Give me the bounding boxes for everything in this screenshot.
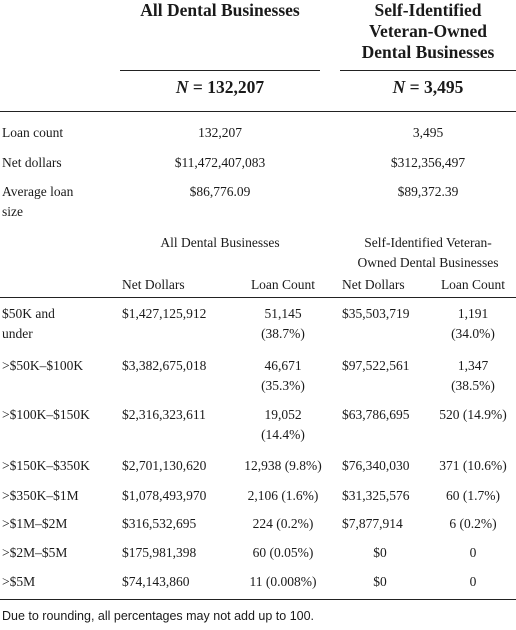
n-count-veteran: N = 3,495: [392, 77, 464, 97]
summary-label-average-loan: Average loan size: [2, 184, 74, 219]
detail-vet-dollars: $97,522,561: [342, 358, 410, 373]
detail-all-count: 224 (0.2%): [252, 516, 314, 531]
detail-label: >$1M–$2M: [2, 516, 68, 531]
subheader-net-dollars-vet: Net Dollars: [342, 277, 405, 292]
summary-all-loan-count: 132,207: [198, 125, 242, 140]
detail-all-dollars: $316,532,695: [122, 516, 197, 531]
detail-vet-count: 371 (10.6%): [439, 458, 507, 473]
detail-all-dollars: $175,981,398: [122, 545, 197, 560]
detail-vet-count: 520 (14.9%): [439, 407, 507, 422]
detail-vet-count: 0: [469, 545, 477, 560]
column-header-all-dental: All Dental Businesses: [140, 0, 300, 20]
summary-vet-average-loan: $89,372.39: [397, 184, 459, 199]
subheader-loan-count-all: Loan Count: [250, 277, 316, 292]
detail-all-dollars: $1,078,493,970: [122, 488, 207, 503]
detail-all-count: 46,671 (35.3%): [261, 358, 305, 393]
footnote: Due to rounding, all percentages may not add up to 100.: [2, 609, 315, 623]
detail-vet-dollars: $63,786,695: [342, 407, 410, 422]
subheader-rule: [0, 297, 516, 298]
subheader-loan-count-vet: Loan Count: [440, 277, 506, 292]
column-header-veteran-dental: Self-Identified Veteran-Owned Dental Businesses: [361, 0, 495, 62]
table-bottom-rule: [0, 599, 516, 600]
subheader-net-dollars-all: Net Dollars: [122, 277, 185, 292]
summary-label-net-dollars: Net dollars: [2, 155, 62, 170]
detail-vet-count: 1,347 (38.5%): [451, 358, 495, 393]
detail-all-dollars: $74,143,860: [122, 574, 190, 589]
detail-vet-dollars: $35,503,719: [342, 306, 410, 321]
summary-vet-net-dollars: $312,356,497: [390, 155, 466, 170]
summary-all-net-dollars: $11,472,407,083: [174, 155, 266, 170]
detail-label: >$150K–$350K: [2, 458, 90, 473]
detail-all-count: 60 (0.05%): [252, 545, 314, 560]
n-count-all: N = 132,207: [175, 77, 265, 97]
detail-vet-dollars: $31,325,576: [342, 488, 410, 503]
summary-all-average-loan: $86,776.09: [189, 184, 251, 199]
detail-label: >$50K–$100K: [2, 358, 84, 373]
detail-vet-dollars: $7,877,914: [342, 516, 403, 531]
detail-vet-dollars: $0: [373, 574, 387, 589]
detail-label: >$2M–$5M: [2, 545, 68, 560]
subheader-veteran-dental: Self-Identified Veteran- Owned Dental Businesses: [357, 235, 499, 270]
detail-all-dollars: $3,382,675,018: [122, 358, 207, 373]
detail-vet-count: 6 (0.2%): [449, 516, 497, 531]
detail-all-count: 2,106 (1.6%): [247, 488, 319, 503]
detail-vet-count: 60 (1.7%): [446, 488, 500, 503]
summary-label-loan-count: Loan count: [2, 125, 64, 140]
detail-vet-dollars: $0: [373, 545, 387, 560]
detail-all-dollars: $2,701,130,620: [122, 458, 207, 473]
detail-all-dollars: $1,427,125,912: [122, 306, 207, 321]
detail-all-dollars: $2,316,323,611: [122, 407, 206, 422]
header-underline-2: [340, 70, 516, 71]
header-bottom-rule: [0, 111, 516, 112]
subheader-all-dental: All Dental Businesses: [160, 235, 280, 250]
detail-all-count: 12,938 (9.8%): [244, 458, 322, 473]
detail-vet-count: 0: [469, 574, 477, 589]
detail-label: >$350K–$1M: [2, 488, 79, 503]
detail-label: >$5M: [2, 574, 36, 589]
detail-label: >$100K–$150K: [2, 407, 90, 422]
summary-vet-loan-count: 3,495: [412, 125, 444, 140]
detail-all-count: 11 (0.008%): [249, 574, 317, 589]
detail-vet-dollars: $76,340,030: [342, 458, 410, 473]
detail-all-count: 19,052 (14.4%): [261, 407, 305, 442]
detail-vet-count: 1,191 (34.0%): [451, 306, 495, 341]
detail-all-count: 51,145 (38.7%): [261, 306, 305, 341]
detail-label: $50K and under: [2, 306, 55, 341]
header-underline-1: [120, 70, 320, 71]
